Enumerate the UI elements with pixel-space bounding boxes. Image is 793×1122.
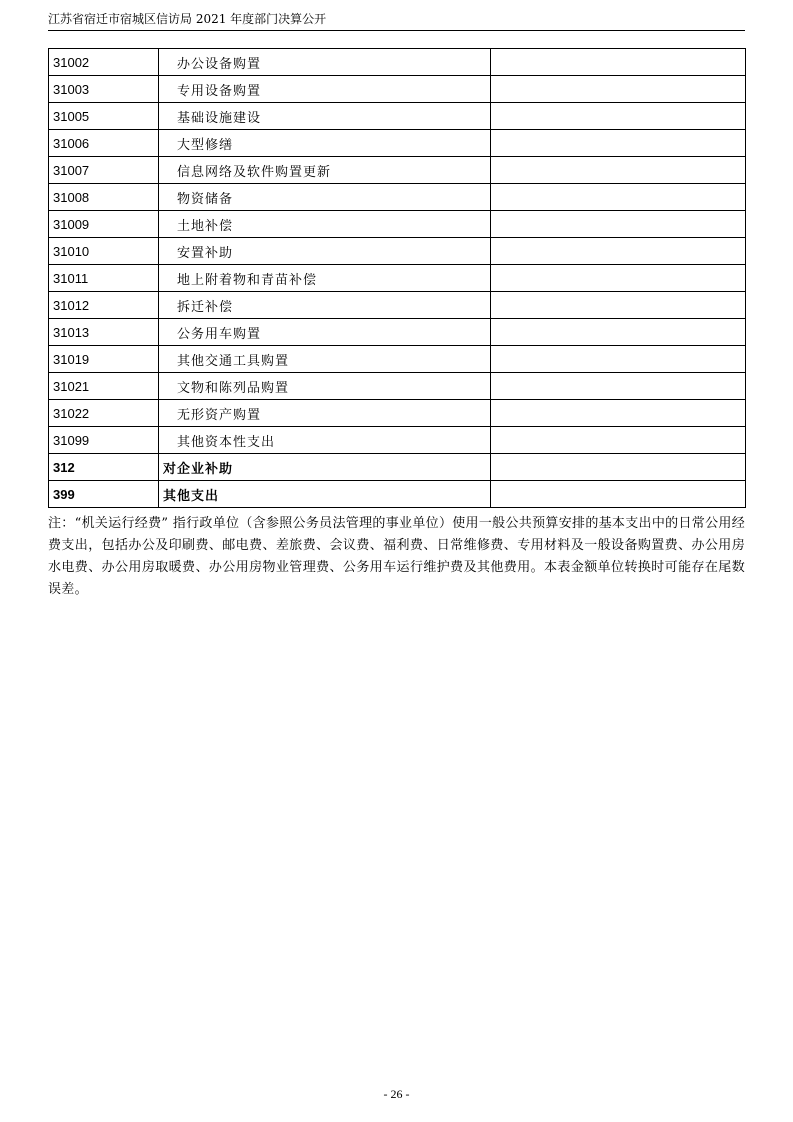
table-row bbox=[49, 265, 746, 292]
table-row bbox=[49, 238, 746, 265]
page-number: - 26 - bbox=[383, 1087, 410, 1101]
row-code: 31011 bbox=[49, 265, 159, 292]
row-code: 31022 bbox=[49, 400, 159, 427]
row-code: 31013 bbox=[49, 319, 159, 346]
row-name: 拆迁补偿 bbox=[159, 292, 491, 319]
row-value bbox=[491, 184, 746, 211]
table-row bbox=[49, 454, 746, 481]
row-name: 办公设备购置 bbox=[159, 49, 491, 76]
row-name: 土地补偿 bbox=[159, 211, 491, 238]
row-name: 对企业补助 bbox=[159, 454, 491, 481]
row-name: 文物和陈列品购置 bbox=[159, 373, 491, 400]
row-name: 其他资本性支出 bbox=[159, 427, 491, 454]
row-value bbox=[491, 292, 746, 319]
page-header-title: 江苏省宿迁市宿城区信访局 2021 年度部门决算公开 bbox=[48, 12, 327, 26]
row-value bbox=[491, 211, 746, 238]
row-name: 物资储备 bbox=[159, 184, 491, 211]
row-value bbox=[491, 157, 746, 184]
row-code: 31005 bbox=[49, 103, 159, 130]
row-name: 大型修缮 bbox=[159, 130, 491, 157]
row-value bbox=[491, 49, 746, 76]
table-row bbox=[49, 157, 746, 184]
table-row bbox=[49, 481, 746, 508]
row-name: 无形资产购置 bbox=[159, 400, 491, 427]
row-value bbox=[491, 454, 746, 481]
row-name: 公务用车购置 bbox=[159, 319, 491, 346]
row-code: 31009 bbox=[49, 211, 159, 238]
expenditure-table bbox=[48, 48, 746, 508]
row-code: 31007 bbox=[49, 157, 159, 184]
table-row bbox=[49, 319, 746, 346]
row-code: 31008 bbox=[49, 184, 159, 211]
row-code: 31010 bbox=[49, 238, 159, 265]
row-name: 专用设备购置 bbox=[159, 76, 491, 103]
row-name: 安置补助 bbox=[159, 238, 491, 265]
row-name: 地上附着物和青苗补偿 bbox=[159, 265, 491, 292]
table-row bbox=[49, 427, 746, 454]
row-name: 基础设施建设 bbox=[159, 103, 491, 130]
table-row bbox=[49, 130, 746, 157]
table-row bbox=[49, 103, 746, 130]
table-body bbox=[49, 49, 746, 508]
row-value bbox=[491, 265, 746, 292]
row-value bbox=[491, 319, 746, 346]
row-name: 其他支出 bbox=[159, 481, 491, 508]
row-code: 399 bbox=[49, 481, 159, 508]
table-row bbox=[49, 346, 746, 373]
row-code: 31099 bbox=[49, 427, 159, 454]
row-value bbox=[491, 373, 746, 400]
row-value bbox=[491, 76, 746, 103]
table-row bbox=[49, 49, 746, 76]
row-code: 312 bbox=[49, 454, 159, 481]
header-divider bbox=[48, 30, 745, 31]
table-row bbox=[49, 76, 746, 103]
row-value bbox=[491, 481, 746, 508]
row-value bbox=[491, 346, 746, 373]
row-value bbox=[491, 427, 746, 454]
table-row bbox=[49, 292, 746, 319]
row-code: 31021 bbox=[49, 373, 159, 400]
row-value bbox=[491, 103, 746, 130]
row-code: 31003 bbox=[49, 76, 159, 103]
row-value bbox=[491, 400, 746, 427]
row-code: 31012 bbox=[49, 292, 159, 319]
row-code: 31019 bbox=[49, 346, 159, 373]
row-code: 31002 bbox=[49, 49, 159, 76]
table-row bbox=[49, 373, 746, 400]
row-name: 其他交通工具购置 bbox=[159, 346, 491, 373]
row-value bbox=[491, 238, 746, 265]
table-row bbox=[49, 211, 746, 238]
table-row bbox=[49, 184, 746, 211]
row-value bbox=[491, 130, 746, 157]
row-name: 信息网络及软件购置更新 bbox=[159, 157, 491, 184]
row-code: 31006 bbox=[49, 130, 159, 157]
table-row bbox=[49, 400, 746, 427]
table-note: 注：“机关运行经费” 指行政单位（含参照公务员法管理的事业单位）使用一般公共预算安排的基本支出中的日常公用经费支出，包括办公及印刷费、邮电费、差旅费、会议费、福利费、日常维修费、专用材料及一般设备购置费、办公用房水电费、办公用房取暖费、办公用房物业管理费、公务用车运行维护费及其他费用。本表金额单位转换时可能存在尾数误差。 bbox=[48, 516, 745, 597]
